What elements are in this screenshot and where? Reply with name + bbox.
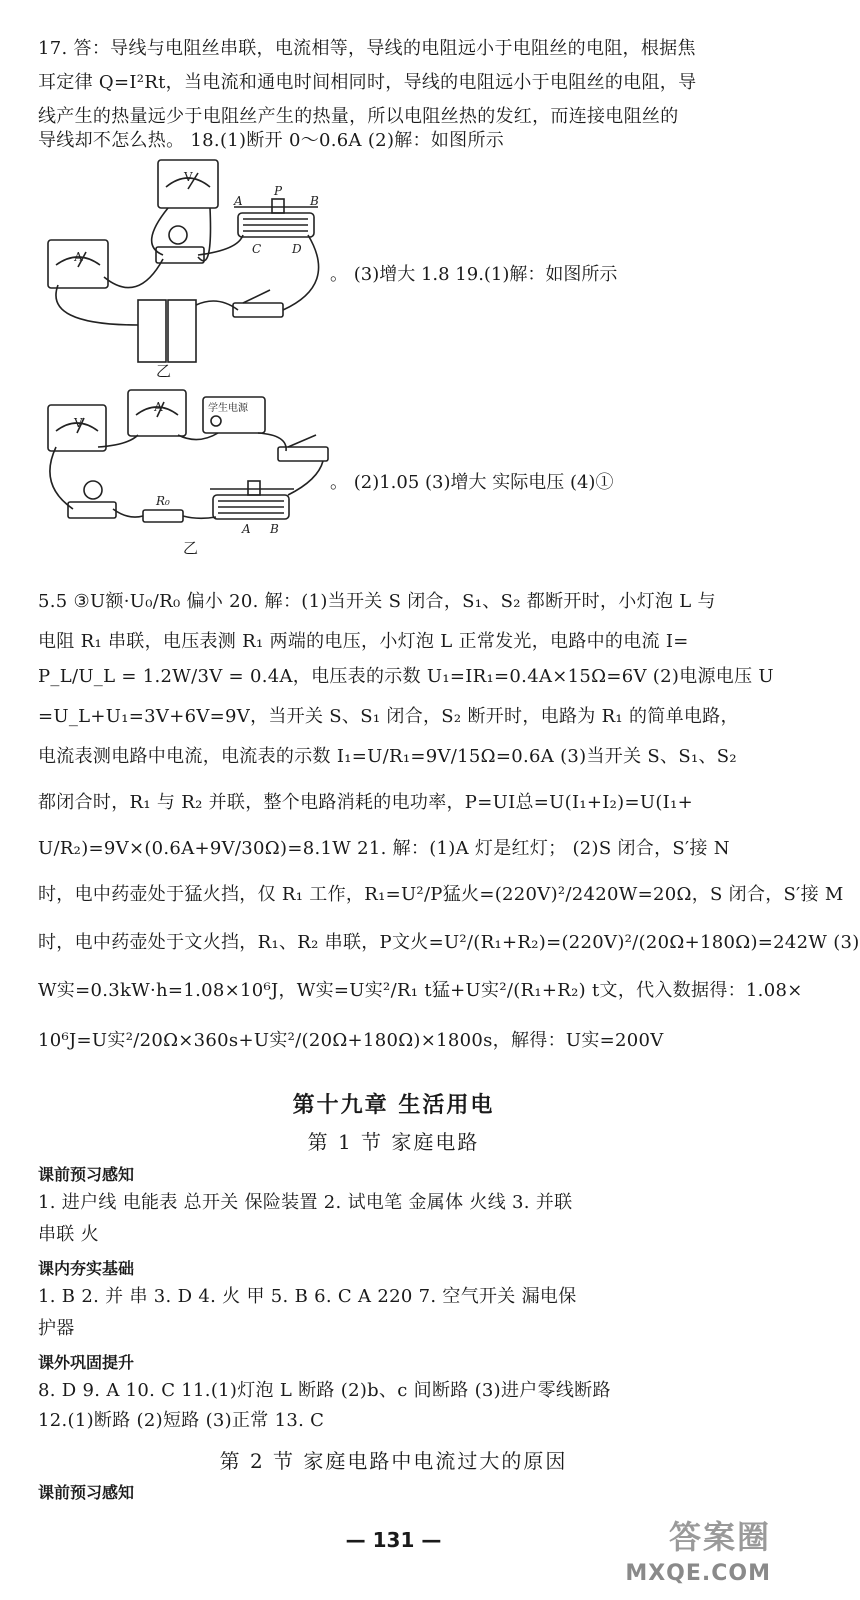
watermark-logo: 答案圈 xyxy=(668,1518,771,1556)
subsection-heading: 课内夯实基础 xyxy=(38,1259,135,1278)
text-line: 12.(1)断路 (2)短路 (3)正常 13. C xyxy=(38,1410,325,1431)
resistor-r0-label: R₀ xyxy=(156,494,170,508)
watermark-url: MXQE.COM xyxy=(625,1561,771,1586)
terminal-d-label: D xyxy=(292,242,302,256)
subsection-heading: 课前预习感知 xyxy=(38,1483,135,1502)
terminal-b-label: B xyxy=(270,522,279,536)
figure-caption: 乙 xyxy=(156,362,172,380)
voltmeter-label: V xyxy=(184,170,193,184)
text-line: 耳定律 Q=I²Rt，当电流和通电时间相同时，导线的电阻远小于电阻丝的电阻，导 xyxy=(38,72,697,93)
text-line: 都闭合时，R₁ 与 R₂ 并联，整个电路消耗的电功率，P=UI总=U(I₁+I₂)=U(I₁+ xyxy=(38,792,693,813)
page-number: — 131 — xyxy=(345,1528,442,1552)
text-line: P_L/U_L = 1.2W/3V = 0.4A，电压表的示数 U₁=IR₁=0.4A×15Ω=6V (2)电源电压 U xyxy=(38,666,774,687)
text-line: 护器 xyxy=(38,1318,75,1339)
text-line: 1. B 2. 并 串 3. D 4. 火 甲 5. B 6. C A 220 7. 空气开关 漏电保 xyxy=(38,1286,577,1307)
text-line: W实=0.3kW·h=1.08×10⁶J，W实=U实²/R₁ t猛+U实²/(R₁+R₂) t文，代入数据得：1.08× xyxy=(38,980,803,1001)
text-line: 8. D 9. A 10. C 11.(1)灯泡 L 断路 (2)b、c 间断路 (3)进户零线断路 xyxy=(38,1380,611,1401)
text-line: 5.5 ③U额·U₀/R₀ 偏小 20. 解：(1)当开关 S 闭合，S₁、S₂ 都断开时，小灯泡 L 与 xyxy=(38,591,716,612)
section-title: 第 1 节 家庭电路 xyxy=(307,1130,480,1154)
section-title: 第 2 节 家庭电路中电流过大的原因 xyxy=(219,1449,568,1473)
figure-side-text: 。 (3)增大 1.8 19.(1)解：如图所示 xyxy=(330,264,618,285)
ammeter-label: A xyxy=(154,400,163,414)
terminal-a-label: A xyxy=(234,194,243,208)
text-line: 时，电中药壶处于文火挡，R₁、R₂ 串联，P文火=U²/(R₁+R₂)=(220V)²/(20Ω+180Ω)=242W (3) xyxy=(38,932,860,953)
figure-caption: 乙 xyxy=(183,539,199,557)
terminal-c-label: C xyxy=(252,242,262,256)
text-line: 导线却不怎么热。 18.(1)断开 0～0.6A (2)解：如图所示 xyxy=(38,130,505,151)
figure-side-text: 。 (2)1.05 (3)增大 实际电压 (4)① xyxy=(330,472,614,493)
text-line: U/R₂)=9V×(0.6A+9V/30Ω)=8.1W 21. 解：(1)A 灯是红灯； (2)S 闭合，S′接 N xyxy=(38,838,730,859)
text-line: =U_L+U₁=3V+6V=9V，当开关 S、S₁ 闭合，S₂ 断开时，电路为 R₁ 的简单电路， xyxy=(38,706,739,727)
ammeter-label: A xyxy=(74,250,83,264)
circuit-figure-2 xyxy=(38,385,338,560)
terminal-b-label: B xyxy=(310,194,319,208)
terminal-a-label: A xyxy=(242,522,251,536)
text-line: 串联 火 xyxy=(38,1224,99,1245)
text-line: 时，电中药壶处于猛火挡，仅 R₁ 工作，R₁=U²/P猛火=(220V)²/2420W=20Ω，S 闭合，S′接 M xyxy=(38,884,844,905)
subsection-heading: 课外巩固提升 xyxy=(38,1353,135,1372)
text-line: 线产生的热量远少于电阻丝产生的热量，所以电阻丝热的发红，而连接电阻丝的 xyxy=(38,106,679,127)
slider-p-label: P xyxy=(274,184,283,198)
subsection-heading: 课前预习感知 xyxy=(38,1165,135,1184)
text-line: 电阻 R₁ 串联，电压表测 R₁ 两端的电压，小灯泡 L 正常发光，电路中的电流 I= xyxy=(38,631,689,652)
text-line: 10⁶J=U实²/20Ω×360s+U实²/(20Ω+180Ω)×1800s，解得：U实=200V xyxy=(38,1030,664,1051)
power-supply-label: 学生电源 xyxy=(208,403,248,414)
text-line: 17. 答：导线与电阻丝串联，电流相等，导线的电阻远小于电阻丝的电阻，根据焦 xyxy=(38,38,696,59)
text-line: 电流表测电路中电流，电流表的示数 I₁=U/R₁=9V/15Ω=0.6A (3)当开关 S、S₁、S₂ xyxy=(38,746,737,767)
chapter-title: 第十九章 生活用电 xyxy=(292,1093,495,1118)
text-line: 1. 进户线 电能表 总开关 保险装置 2. 试电笔 金属体 火线 3. 并联 xyxy=(38,1192,573,1213)
voltmeter-label: V xyxy=(74,416,83,430)
circuit-figure-1 xyxy=(38,155,348,380)
